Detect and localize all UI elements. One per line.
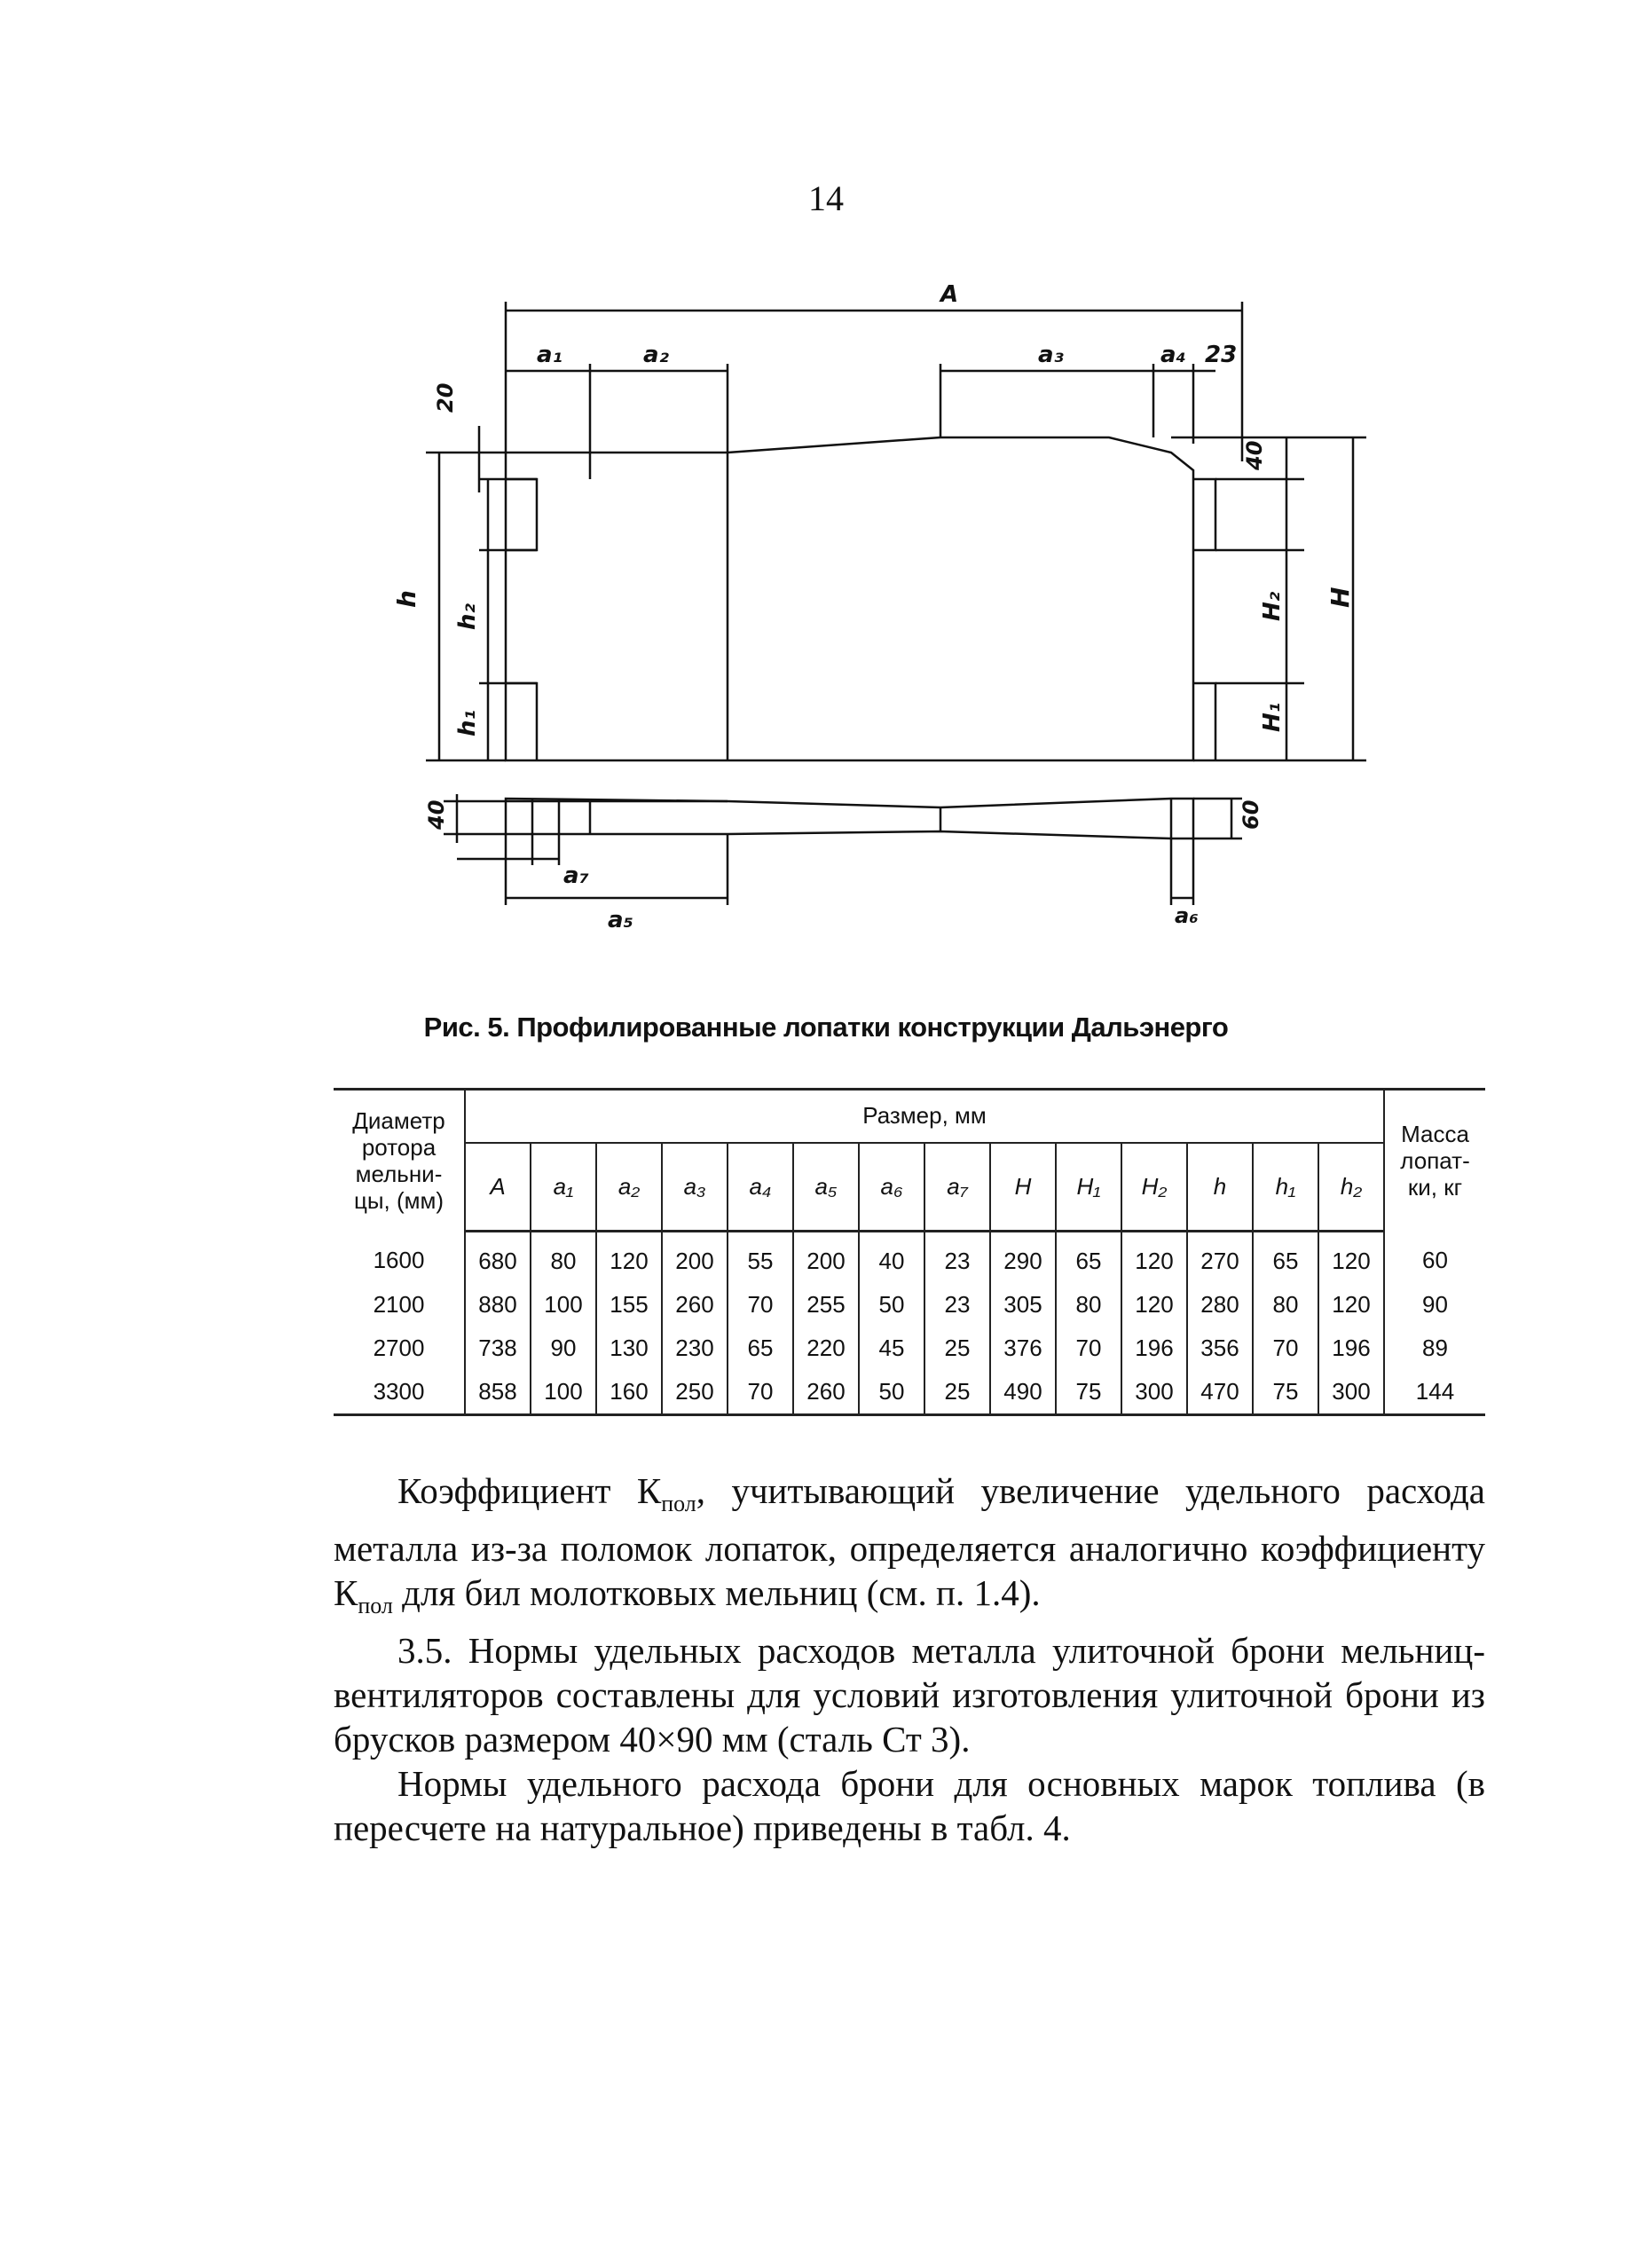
subheader-cell: a₆ [859,1143,924,1231]
table-cell: 2700 [373,1334,425,1361]
table-cell: 70 [728,1283,793,1327]
paragraph-2: 3.5. Нормы удельных расходов металла улиточной брони мельниц-вентиляторов составлены для условий изготовления улиточной брони из брусков размером 40×90 мм (сталь Ст 3). [334,1630,1485,1760]
table-cell: 90 [531,1327,596,1370]
paragraph-1: Коэффициент $К_{пол}$, учитывающий увеличение удельного расхода металла из-за поломок лопаток, определяется аналогично коэффициенту $К_{пол}$ для бил молотковых мельниц (см. п. 1.4). [334,1470,1485,1619]
table-cell: 230 [662,1327,728,1370]
table-cell: 200 [793,1231,859,1283]
table-cell: 130 [596,1327,662,1370]
table-cell: 50 [859,1283,924,1327]
table-cell: 196 [1318,1327,1384,1370]
label-a2: a₂ [643,342,669,368]
table-cell: 120 [1318,1231,1384,1283]
subheader-cell: A [465,1143,531,1231]
label-dim60: 60 [1239,799,1263,830]
subheader-cell: H [990,1143,1056,1231]
subheader-cell: h₂ [1318,1143,1384,1231]
table-cell: 70 [1253,1327,1318,1370]
bottom-view [506,799,1193,839]
blade-drawing [390,266,1384,967]
left-notch [506,479,537,760]
table-cell: 40 [859,1231,924,1283]
table-row [334,1370,1485,1415]
table-cell: 120 [1121,1231,1187,1283]
subheader-cell: H₁ [1056,1143,1121,1231]
subheader-cell: a₅ [793,1143,859,1231]
table-cell: 196 [1121,1327,1187,1370]
label-H: H [1326,587,1355,608]
table-cell: 70 [1056,1327,1121,1370]
blade-outline [506,437,1193,760]
table-row [334,1231,1485,1283]
subheader-cell: a₄ [728,1143,793,1231]
table-cell: 255 [793,1283,859,1327]
table-cell: 680 [465,1231,531,1283]
table-cell: 100 [531,1283,596,1327]
body-text [334,1468,1485,1850]
table-cell: 356 [1187,1327,1253,1370]
label-A: A [940,281,959,308]
figure-caption: Рис. 5. Профилированные лопатки конструкции Дальэнерго [423,1012,1229,1043]
label-dim40-bottom: 40 [424,799,449,830]
table-cell: 490 [990,1370,1056,1415]
header-mass: Масса лопат-ки, кг [1384,1090,1485,1232]
table-cell: 89 [1384,1327,1485,1370]
label-dim40-right: 40 [1242,440,1267,470]
label-h2: h₂ [454,603,481,630]
table-cell: 260 [793,1370,859,1415]
table-cell: 60 [1384,1231,1485,1283]
subheader-cell: H₂ [1121,1143,1187,1231]
subheader-cell: a₂ [596,1143,662,1231]
table-cell: 120 [1121,1283,1187,1327]
dimensions-table [334,1088,1485,1416]
table-cell: 25 [924,1327,990,1370]
table-cell: 45 [859,1327,924,1370]
table-cell: 880 [465,1283,531,1327]
table-cell: 376 [990,1327,1056,1370]
subheader-cell: a₃ [662,1143,728,1231]
label-a1: a₁ [537,342,562,368]
label-H2: H₂ [1259,591,1286,621]
page-number: 14 [808,178,844,218]
label-a6: a₆ [1175,903,1199,928]
table-cell: 23 [924,1283,990,1327]
table-cell: 250 [662,1370,728,1415]
table-cell: 75 [1056,1370,1121,1415]
label-a7: a₇ [563,862,589,889]
label-dim20: 20 [433,382,458,413]
table-cell: 75 [1253,1370,1318,1415]
table-cell: 260 [662,1283,728,1327]
table-cell: 3300 [334,1370,465,1415]
table-cell: 200 [662,1231,728,1283]
table-row [334,1327,1485,1370]
label-a3: a₃ [1038,342,1064,368]
table-cell: 55 [728,1231,793,1283]
table-cell: 80 [531,1231,596,1283]
label-dim23: 23 [1205,342,1238,368]
label-H1: H₁ [1259,702,1286,732]
table-cell: 144 [1384,1370,1485,1415]
table-cell: 160 [596,1370,662,1415]
table-cell: 300 [1318,1370,1384,1415]
table-cell: 65 [728,1327,793,1370]
table-cell: 858 [465,1370,531,1415]
table-cell: 120 [596,1231,662,1283]
table-cell: 90 [1384,1283,1485,1327]
table-cell: 80 [1056,1283,1121,1327]
subheader-cell: a₁ [531,1143,596,1231]
table-cell: 65 [1253,1231,1318,1283]
table-cell: 25 [924,1370,990,1415]
right-notch [1193,479,1215,760]
paragraph-3: Нормы удельного расхода брони для основных марок топлива (в пересчете на натуральное) приведены в табл. 4. [334,1763,1485,1849]
label-h1: h₁ [454,710,481,736]
subheader-cell: a₇ [924,1143,990,1231]
table-cell: 738 [465,1327,531,1370]
label-a5: a₅ [608,907,633,933]
table-cell: 70 [728,1370,793,1415]
table-cell: 120 [1318,1283,1384,1327]
label-a4: a₄ [1160,342,1186,368]
table-cell: 50 [859,1370,924,1415]
table-cell: 280 [1187,1283,1253,1327]
table-cell: 270 [1187,1231,1253,1283]
table-cell: 470 [1187,1370,1253,1415]
label-h: h [392,590,421,608]
table-cell: 2100 [373,1290,425,1318]
table-cell: 300 [1121,1370,1187,1415]
table-cell: 155 [596,1283,662,1327]
table-cell: 290 [990,1231,1056,1283]
table-cell: 1600 [373,1246,425,1273]
table-cell: 23 [924,1231,990,1283]
table-cell: 100 [531,1370,596,1415]
table-cell: 65 [1056,1231,1121,1283]
table-cell: 220 [793,1327,859,1370]
table-cell: 80 [1253,1283,1318,1327]
header-size-group: Размер, мм [465,1090,1384,1143]
table-cell: 305 [990,1283,1056,1327]
subheader-cell: h [1187,1143,1253,1231]
table-row [334,1283,1485,1327]
subheader-cell: h₁ [1253,1143,1318,1231]
header-diameter: Диаметр ротора мельни-цы, (мм) [334,1090,465,1232]
